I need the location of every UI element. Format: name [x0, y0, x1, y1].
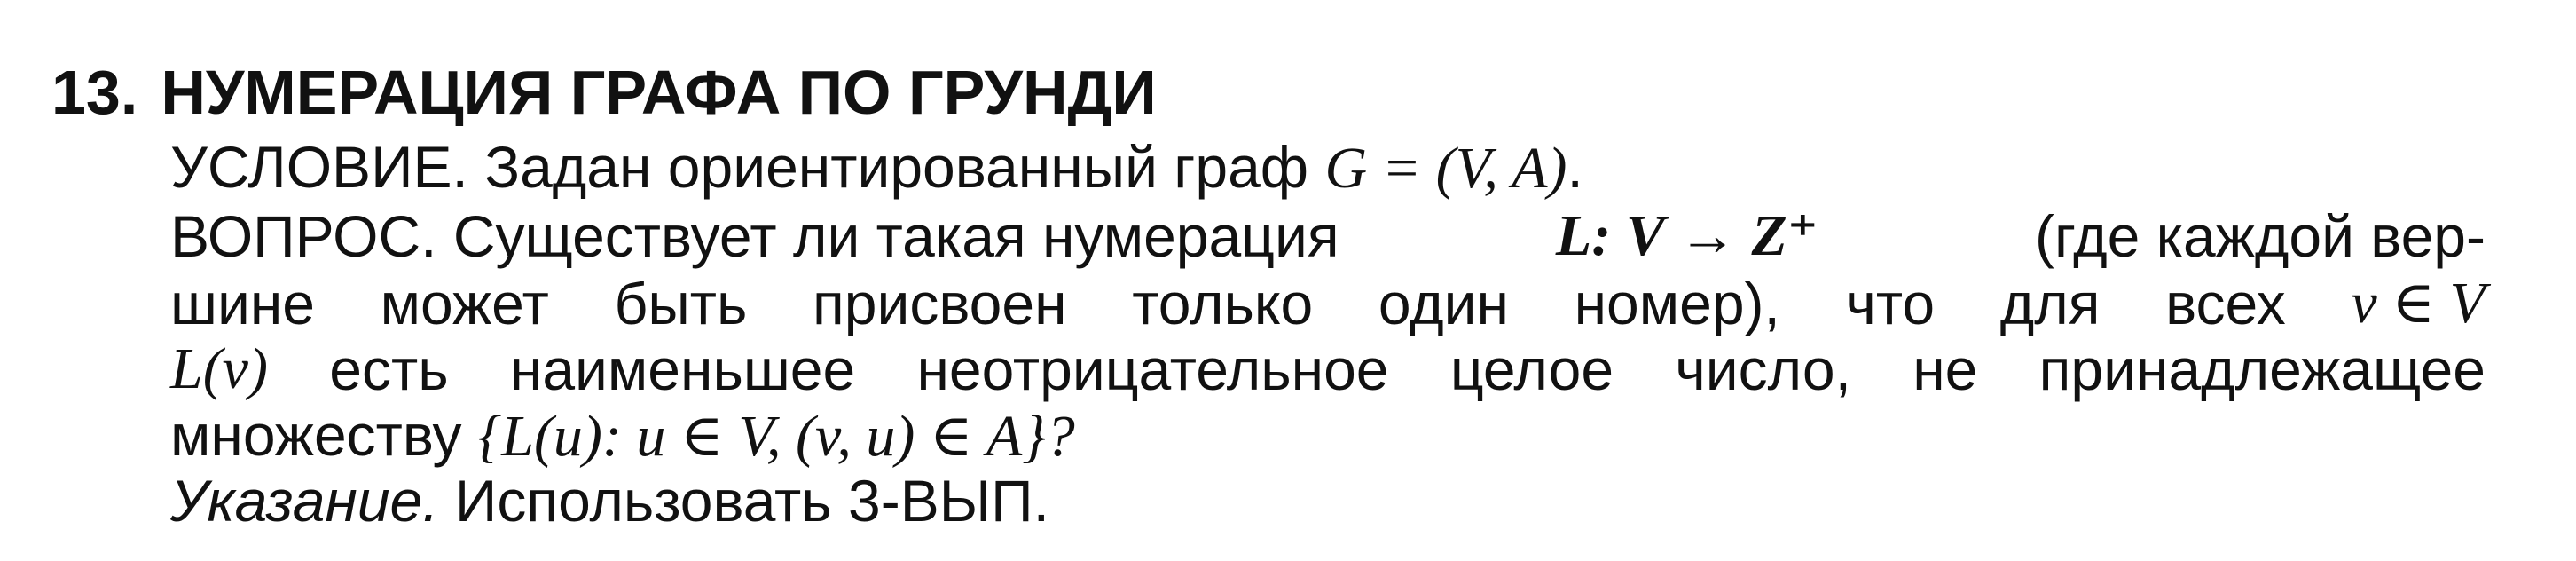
word: принадлежащее	[2038, 336, 2486, 402]
question-line4-text: множеству	[170, 402, 462, 468]
problem-number: 13.	[51, 58, 138, 127]
word: шине	[170, 271, 315, 336]
word: один	[1378, 271, 1509, 336]
word: только	[1132, 271, 1314, 336]
word: может	[380, 271, 549, 336]
word: всех	[2165, 271, 2286, 336]
condition-math: G = (V, A)	[1324, 136, 1567, 201]
word: целое	[1449, 336, 1614, 402]
word: есть	[329, 336, 449, 402]
word: число,	[1675, 336, 1851, 402]
question-line-3	[170, 336, 2486, 403]
word: наименьшее	[509, 336, 856, 402]
word: присвоен	[813, 271, 1067, 336]
word: номер),	[1574, 271, 1780, 336]
hint-label: Указание.	[170, 468, 439, 533]
hint-text: Использовать 3-ВЫП.	[454, 468, 1049, 533]
condition-line	[170, 133, 1583, 202]
question-text-a: Существует ли такая нумерация	[452, 203, 1339, 269]
question-text-b: (где каждой вер-	[2035, 203, 2486, 269]
question-math-mapping: L: V → Z⁺	[1555, 203, 1818, 268]
question-label: ВОПРОС.	[170, 203, 437, 269]
question-line-4	[170, 401, 1075, 470]
hint-line	[170, 467, 1049, 534]
math-v-in-V: v ∈ V	[2351, 271, 2486, 336]
problem-heading	[51, 59, 1157, 126]
condition-text: Задан ориентированный граф	[484, 134, 1309, 200]
question-line-2	[170, 270, 2486, 337]
word: для	[1999, 271, 2101, 336]
word: быть	[614, 271, 748, 336]
math-L-of-v: L(v)	[170, 336, 268, 401]
condition-label: УСЛОВИЕ.	[170, 134, 468, 200]
word: что	[1845, 271, 1936, 336]
question-line-1	[170, 202, 2486, 270]
word: неотрицательное	[916, 336, 1389, 402]
word: не	[1912, 336, 1978, 402]
question-set-math: {L(u): u ∈ V, (v, u) ∈ A}?	[477, 404, 1075, 469]
condition-end: .	[1567, 134, 1583, 200]
problem-title: НУМЕРАЦИЯ ГРАФА ПО ГРУНДИ	[161, 58, 1157, 127]
